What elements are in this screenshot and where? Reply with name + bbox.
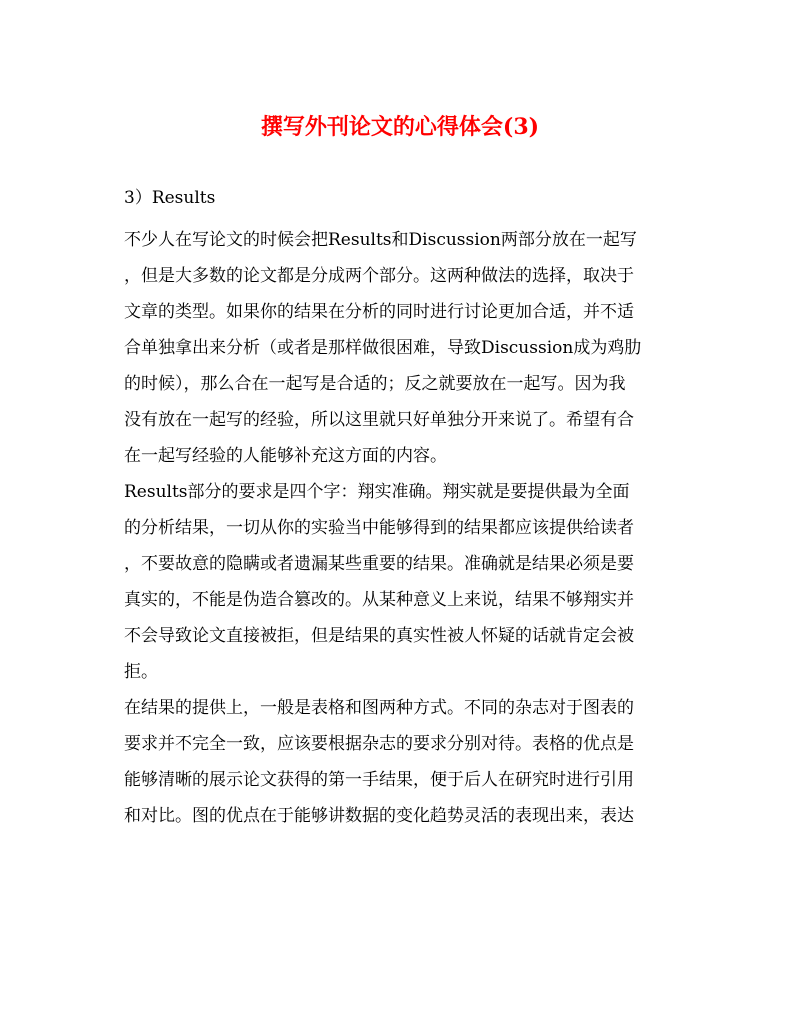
text-line: 和对比。图的优点在于能够讲数据的变化趋势灵活的表现出来，表达: [124, 806, 634, 826]
text-line: 拒。: [124, 662, 158, 682]
text-line: 的分析结果，一切从你的实验当中能够得到的结果都应该提供给读者: [124, 518, 634, 538]
text-line: ，但是大多数的论文都是分成两个部分。这两种做法的选择，取决于: [124, 266, 634, 286]
text-line: 要求并不完全一致，应该要根据杂志的要求分别对待。表格的优点是: [124, 734, 634, 754]
text-line: ，不要故意的隐瞒或者遗漏某些重要的结果。准确就是结果必须是要: [124, 554, 634, 574]
text-line: 能够清晰的展示论文获得的第一手结果，便于后人在研究时进行引用: [124, 770, 634, 790]
text-line: 不会导致论文直接被拒，但是结果的真实性被人怀疑的话就肯定会被: [124, 626, 634, 646]
text-line: 文章的类型。如果你的结果在分析的同时进行讨论更加合适，并不适: [124, 302, 634, 322]
text-line: 真实的，不能是伪造合篡改的。从某种意义上来说，结果不够翔实并: [124, 590, 634, 610]
text-line: 没有放在一起写的经验，所以这里就只好单独分开来说了。希望有合: [124, 410, 634, 430]
text-line: 不少人在写论文的时候会把Results和Discussion两部分放在一起写: [124, 230, 637, 250]
text-line: 合单独拿出来分析（或者是那样做很困难，导致Discussion成为鸡肋: [124, 338, 642, 358]
text-line: Results部分的要求是四个字：翔实准确。翔实就是要提供最为全面: [124, 482, 630, 502]
text-line: 的时候），那么合在一起写是合适的；反之就要放在一起写。因为我: [124, 374, 626, 394]
text-line: 在一起写经验的人能够补充这方面的内容。: [124, 446, 447, 466]
section-heading: 3）Results: [124, 188, 216, 208]
page-title: 撰写外刊论文的心得体会(3): [260, 114, 540, 140]
text-line: 在结果的提供上，一般是表格和图两种方式。不同的杂志对于图表的: [124, 698, 634, 718]
